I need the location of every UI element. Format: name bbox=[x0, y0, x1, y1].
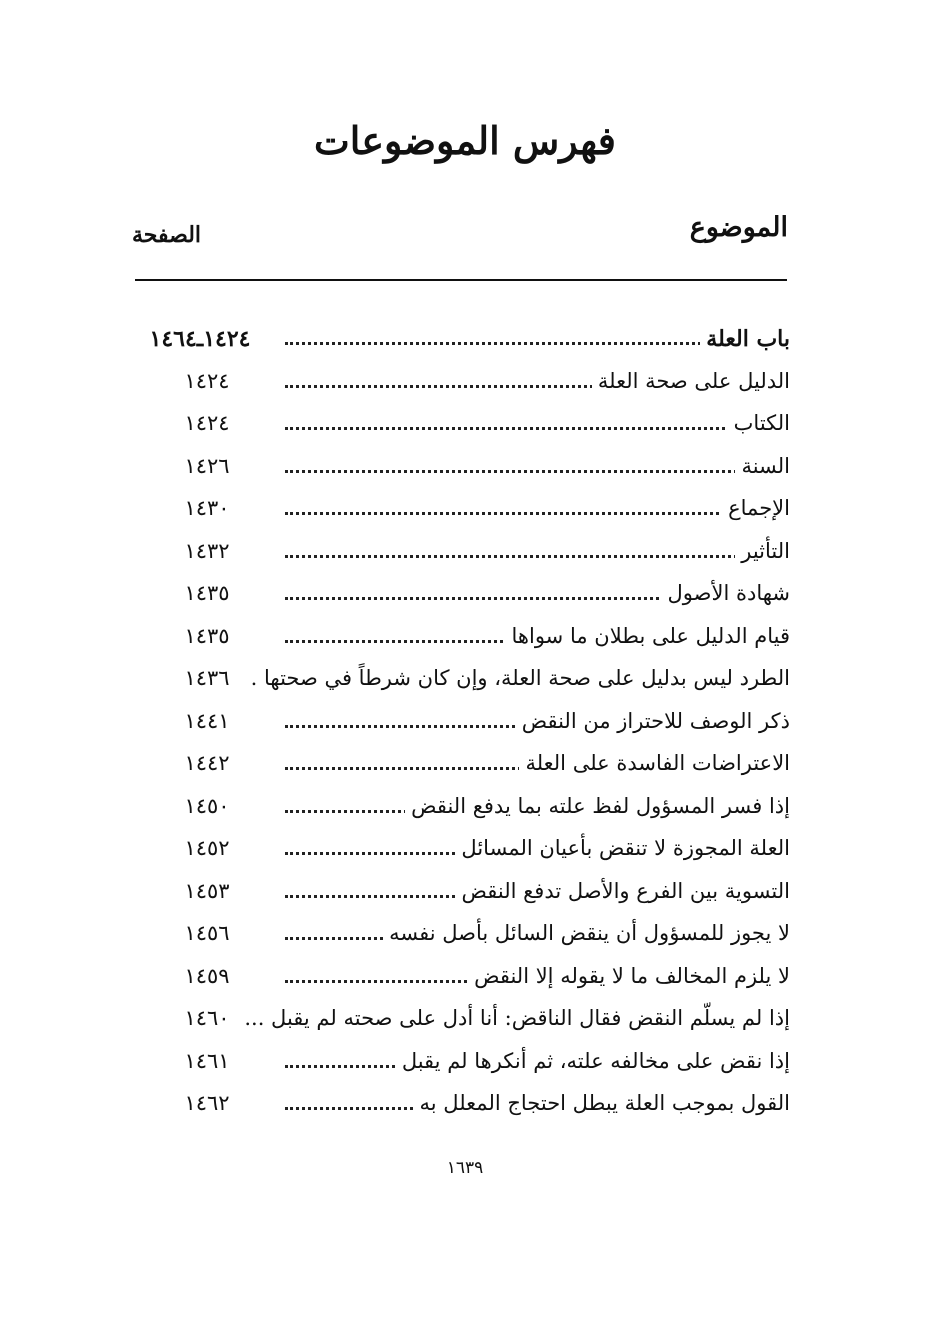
toc-entry bbox=[120, 1085, 790, 1128]
toc-page-number: ١٤٤١ bbox=[184, 708, 230, 733]
toc-page-number: ١٤٥٩ bbox=[184, 963, 230, 988]
page-title: فهرس الموضوعات bbox=[314, 118, 616, 163]
toc-entry-label: الدليل على صحة العلة bbox=[592, 369, 790, 393]
toc-entry bbox=[120, 660, 790, 703]
toc-entry bbox=[120, 915, 790, 958]
toc-entry-label: العلة المجوزة لا تنقض بأعيان المسائل bbox=[455, 836, 790, 860]
toc-entry bbox=[120, 618, 790, 661]
toc-page-number: ١٤٥٢ bbox=[184, 836, 230, 860]
toc-entry-label: لا يلزم المخالف ما لا يقوله إلا النقض bbox=[468, 964, 790, 988]
toc-entry-label: الكتاب bbox=[728, 411, 790, 435]
page-folio-number: ١٦٣٩ bbox=[446, 1158, 484, 1178]
toc-entry-label: باب العلة bbox=[700, 326, 790, 352]
toc-entry-label: الطرد ليس بدليل على صحة العلة، وإن كان شرطاً في صحتها . bbox=[245, 666, 790, 690]
toc-entry-label: لا يجوز للمسؤول أن ينقض السائل بأصل نفسه bbox=[383, 921, 790, 945]
toc-entry bbox=[120, 830, 790, 873]
toc-entry bbox=[120, 363, 790, 406]
toc-entry bbox=[120, 958, 790, 1001]
toc-entry bbox=[120, 745, 790, 788]
dot-leader bbox=[285, 512, 790, 515]
toc-page-number: ١٤٢٦ bbox=[184, 453, 230, 478]
toc-entry-label: إذا نقض على مخالفه علته، ثم أنكرها لم يقبل bbox=[396, 1049, 790, 1073]
dot-leader bbox=[285, 427, 790, 430]
toc-entry-label: قيام الدليل على بطلان ما سواها bbox=[506, 624, 790, 648]
toc-page-number: ١٤٦٠ bbox=[184, 1006, 230, 1030]
toc-page-number: ١٤٦٢ bbox=[184, 1091, 230, 1115]
toc-entry bbox=[120, 405, 790, 448]
dot-leader bbox=[285, 470, 790, 473]
toc-entry bbox=[120, 575, 790, 618]
toc-page-number: ١٤٣٥ bbox=[184, 581, 230, 605]
toc-entry-label: الاعتراضات الفاسدة على العلة bbox=[519, 751, 790, 775]
page-column-header: الصفحة bbox=[132, 222, 202, 248]
toc-entry-label: ذكر الوصف للاحتراز من النقض bbox=[516, 709, 790, 733]
toc-entry bbox=[120, 873, 790, 916]
toc-page-number: ١٤٢٤ bbox=[184, 411, 230, 435]
toc-entry-label: السنة bbox=[735, 454, 790, 478]
toc-chapter-entry bbox=[120, 320, 790, 363]
toc-page-number: ١٤٣٦ bbox=[184, 666, 230, 690]
toc-page-number: ١٤٥٦ bbox=[184, 921, 230, 945]
toc-page-number: ١٤٥٣ bbox=[184, 878, 230, 903]
toc-page-number: ١٤٣٢ bbox=[184, 538, 230, 563]
toc-entry-label: الإجماع bbox=[722, 496, 790, 520]
toc-entry bbox=[120, 448, 790, 491]
toc-page-number: ١٤٢٤ـ١٤٦٤ bbox=[149, 326, 251, 352]
toc-entry-label: التأثير bbox=[735, 539, 790, 563]
toc-entry bbox=[120, 1043, 790, 1086]
toc-entry bbox=[120, 703, 790, 746]
toc-page-number: ١٤٣٠ bbox=[184, 496, 230, 520]
table-of-contents bbox=[120, 320, 790, 1128]
toc-entry-label: القول بموجب العلة يبطل احتجاج المعلل به bbox=[414, 1091, 790, 1115]
header-divider bbox=[135, 279, 787, 281]
dot-leader bbox=[285, 555, 790, 558]
toc-page-number: ١٤٢٤ bbox=[184, 368, 230, 393]
toc-entry-label: التسوية بين الفرع والأصل تدفع النقض bbox=[456, 879, 790, 903]
toc-entry-label: إذا لم يسلّم النقض فقال الناقض: أنا أدل على صحته لم يقبل ... bbox=[238, 1006, 790, 1030]
toc-entry-label: إذا فسر المسؤول لفظ علته بما يدفع النقض bbox=[405, 794, 790, 818]
toc-entry bbox=[120, 1000, 790, 1043]
toc-entry bbox=[120, 788, 790, 831]
subject-column-header: الموضوع bbox=[689, 212, 788, 243]
toc-page-number: ١٤٥٠ bbox=[184, 793, 230, 818]
toc-page-number: ١٤٦١ bbox=[184, 1048, 230, 1073]
toc-entry bbox=[120, 533, 790, 576]
toc-entry bbox=[120, 490, 790, 533]
toc-page-number: ١٤٤٢ bbox=[184, 751, 230, 775]
toc-page-number: ١٤٣٥ bbox=[184, 623, 230, 648]
toc-entry-label: شهادة الأصول bbox=[662, 581, 790, 605]
